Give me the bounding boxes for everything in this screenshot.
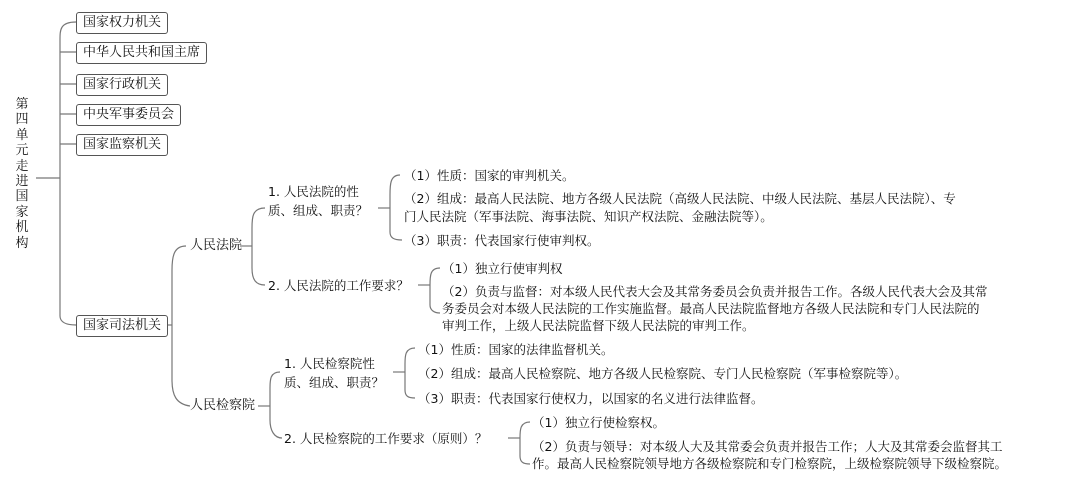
branch-judicial: 国家司法机关	[76, 315, 168, 337]
branch-supervisory: 国家监察机关	[76, 134, 168, 156]
court-q2-item: 审判工作，上级人民法院监督下级人民法院的审判工作。	[442, 318, 755, 333]
branch-president: 中华人民共和国主席	[76, 42, 207, 64]
procuratorate-q1-item: （2）组成：最高人民检察院、地方各级人民检察院、专门人民检察院（军事检察院等）。	[418, 366, 908, 381]
court-q2: 2. 人民法院的工作要求？	[268, 278, 409, 293]
court-q2-item: （2）负责与监督：对本级人民代表大会及其常务委员会负责并报告工作。各级人民代表大会及其常	[442, 284, 988, 299]
branch-administrative: 国家行政机关	[76, 74, 168, 96]
procuratorate-q1-item: （1）性质：国家的法律监督机关。	[418, 342, 614, 357]
court-q1-item: （3）职责：代表国家行使审判权。	[404, 233, 600, 248]
court-q1-item: （2）组成：最高人民法院、地方各级人民法院（高级人民法院、中级人民法院、基层人民法院）、专	[404, 191, 956, 206]
procuratorate-title: 人民检察院	[190, 398, 256, 413]
procuratorate-q1: 1. 人民检察院性质、组成、职责？	[284, 356, 385, 390]
court-q1: 1. 人民法院的性质、组成、职责？	[268, 184, 369, 218]
court-q2-item: 务委员会对本级人民法院的工作实施监督。最高人民法院监督地方各级人民法院和专门人民法院的	[442, 301, 980, 316]
procuratorate-q2-item: （1）独立行使检察权。	[532, 415, 665, 430]
court-q1-item: 门人民法院（军事法院、海事法院、知识产权法院、金融法院等）。	[404, 209, 773, 224]
branch-legislative: 国家权力机关	[76, 12, 168, 34]
court-q2-item: （1）独立行使审判权	[442, 261, 563, 276]
procuratorate-q2-item: （2）负责与领导：对本级人大及其常委会负责并报告工作；人大及其常委会监督其工	[532, 439, 1003, 454]
court-q1-item: （1）性质：国家的审判机关。	[404, 168, 575, 183]
branch-military-commission: 中央军事委员会	[76, 104, 181, 126]
court-title: 人民法院	[190, 238, 243, 253]
procuratorate-q2-item: 作。最高人民检察院领导地方各级检察院和专门检察院，上级检察院领导下级检察院。	[532, 456, 1008, 471]
procuratorate-q2: 2. 人民检察院的工作要求（原则）？	[284, 431, 488, 446]
procuratorate-q1-item: （3）职责：代表国家行使权力，以国家的名义进行法律监督。	[418, 391, 764, 406]
root-title: 第四单元走进国家机构	[15, 97, 29, 251]
